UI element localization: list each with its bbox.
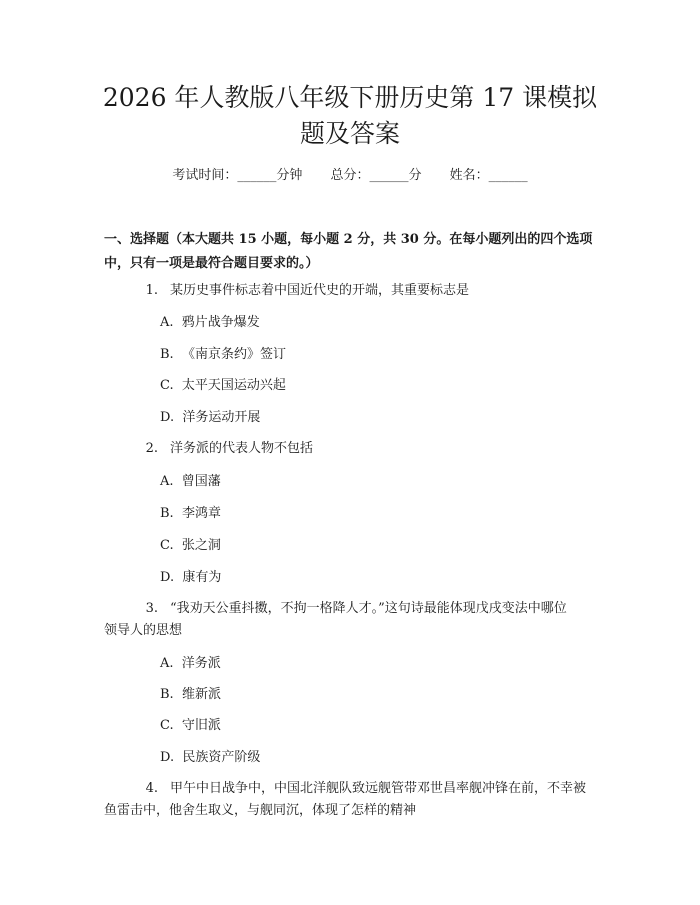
question-1 <box>104 280 614 302</box>
question-stem: 某历史事件标志着中国近代史的开端，其重要标志是 <box>170 283 470 298</box>
document-title <box>80 80 620 152</box>
question-stem-line-2: 鱼雷击中，他舍生取义，与舰同沉，体现了怎样的精神 <box>104 803 417 818</box>
question-4 <box>104 778 614 822</box>
option-1a: A. 鸦片战争爆发 <box>160 315 260 330</box>
exam-total-score: 总分：______分 <box>330 168 422 183</box>
title-line-1: 2026 年人教版八年级下册历史第 17 课模拟 <box>102 83 598 112</box>
option-2c: C. 张之洞 <box>160 538 221 553</box>
title-line-2: 题及答案 <box>299 119 400 148</box>
question-stem-line-1: “我劝天公重抖擞，不拘一格降人才。”这句诗最能体现戊戌变法中哪位 <box>170 601 567 616</box>
option-1b: B. 《南京条约》签订 <box>160 347 286 362</box>
exam-time: 考试时间：______分钟 <box>172 168 303 183</box>
option-3d: D. 民族资产阶级 <box>160 750 261 765</box>
question-number: 3. <box>145 601 158 616</box>
question-stem-line-1: 甲午中日战争中，中国北洋舰队致远舰管带邓世昌率舰冲锋在前，不幸被 <box>170 781 587 796</box>
option-2a: A. 曾国藩 <box>160 474 221 489</box>
option-2d: D. 康有为 <box>160 570 222 585</box>
question-number: 4. <box>145 781 158 796</box>
question-3 <box>104 598 614 642</box>
option-1c: C. 太平天国运动兴起 <box>160 378 286 393</box>
option-2b: B. 李鸿章 <box>160 506 221 521</box>
question-number: 2. <box>145 441 158 456</box>
question-stem: 洋务派的代表人物不包括 <box>170 441 314 456</box>
option-1d: D. 洋务运动开展 <box>160 410 261 425</box>
question-number: 1. <box>145 283 158 298</box>
student-name: 姓名：______ <box>449 168 528 183</box>
exam-meta <box>0 166 700 186</box>
option-3a: A. 洋务派 <box>160 656 221 671</box>
option-3c: C. 守旧派 <box>160 718 221 733</box>
section-heading: 一、选择题（本大题共 15 小题，每小题 2 分，共 30 分。在每小题列出的四个选项中，只有一项是最符合题目要求的。） <box>104 232 593 271</box>
question-stem-line-2: 领导人的思想 <box>104 623 183 638</box>
question-2 <box>104 438 614 460</box>
option-3b: B. 维新派 <box>160 687 221 702</box>
